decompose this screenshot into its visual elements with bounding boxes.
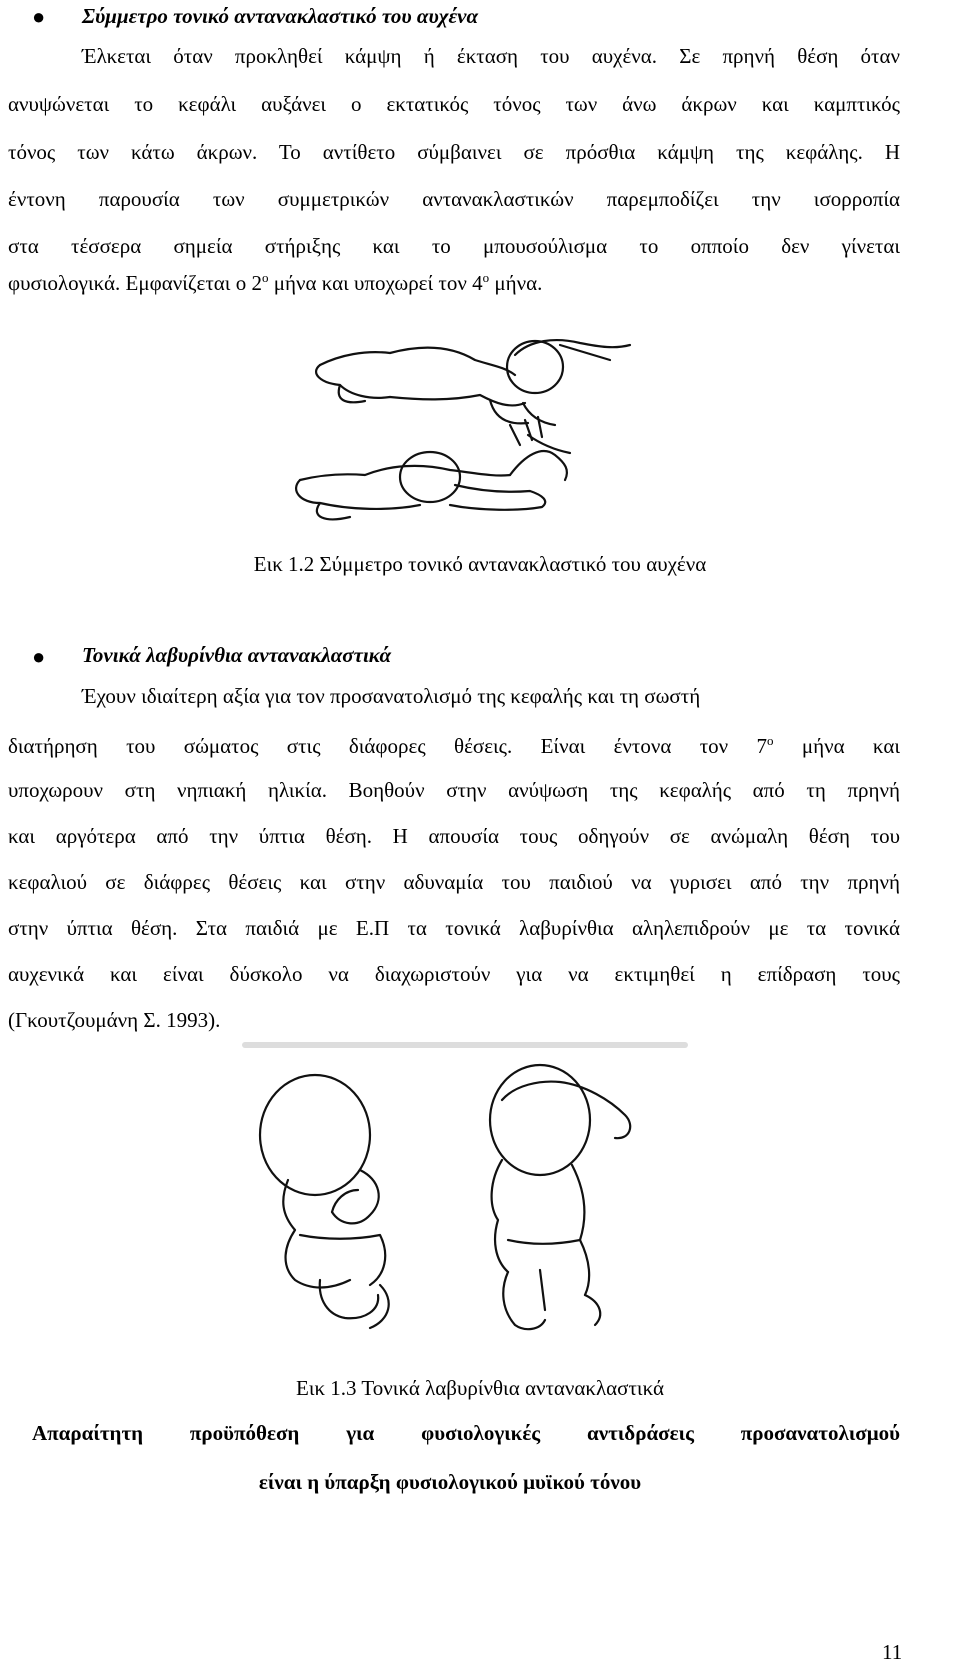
bullet: ● (32, 4, 46, 29)
text-span: μήνα και (773, 734, 900, 758)
text-span: διατήρηση του σώματος στις διάφορες θέσεις. Είναι έντονα τον 7 (8, 734, 767, 758)
bullet: ● (32, 644, 46, 669)
figure-caption: Εικ 1.3 Τονικά λαβυρίνθια αντανακλαστικά (296, 1376, 664, 1400)
figure-caption: Εικ 1.2 Σύμμετρο τονικό αντανακλαστικό του αυχένα (253, 552, 707, 576)
superscript: ο (482, 270, 490, 285)
text-span: φυσιολογικά. Εμφανίζεται ο 2 (8, 271, 262, 295)
paragraph-line: αυχενικά και είναι δύσκολο να διαχωριστούν για να εκτιμηθεί η επίδραση τους (8, 962, 900, 986)
paragraph-line: στα τέσσερα σημεία στήριξης και το μπουσούλισμα το οπποίο δεν γίνεται (8, 234, 900, 258)
superscript: ο (261, 270, 269, 285)
figure-symmetric-reflex-illustration (280, 305, 660, 530)
conclusion-line: Απαραίτητη προϋπόθεση για φυσιολογικές αντιδράσεις προσανατολισμού (32, 1421, 900, 1445)
conclusion-line: είναι η ύπαρξη φυσιολογικού μυϊκού τόνου (258, 1470, 642, 1494)
figure-labyrinthine-reflex-illustration (240, 1040, 690, 1340)
text-span: μήνα. (489, 271, 543, 295)
section-heading-symmetric-reflex: Σύμμετρο τονικό αντανακλαστικό του αυχένα (82, 4, 479, 28)
text-span: μήνα και υποχωρεί τον 4 (268, 271, 483, 295)
paragraph-line: τόνος των κάτω άκρων. Το αντίθετο σύμβαινει σε πρόσθια κάμψη της κεφάλης. Η (8, 140, 900, 164)
paragraph-line: έντονη παρουσία των συμμετρικών αντανακλαστικών παρεμποδίζει την ισορροπία (8, 187, 900, 211)
paragraph-line (8, 271, 542, 295)
paragraph-line: (Γκουτζουμάνη Σ. 1993). (8, 1008, 221, 1032)
section-heading-tonic-labyrinthine: Τονικά λαβυρίνθια αντανακλαστικά (82, 643, 392, 667)
paragraph-line: στην ύπτια θέση. Στα παιδιά με Ε.Π τα τονικά λαβυρίνθια αληλεπιδρούν με τα τονικά (8, 916, 900, 940)
page-number: 11 (882, 1640, 903, 1664)
superscript: ο (766, 733, 774, 748)
paragraph-line: ανυψώνεται το κεφάλι αυξάνει ο εκτατικός τόνος των άνω άκρων και καμπτικός (8, 92, 900, 116)
paragraph-line: υποχωρουν στη νηπιακή ηλικία. Βοηθούν στην ανύψωση της κεφαλής από τη πρηνή (8, 778, 900, 802)
paragraph-line: και αργότερα από την ύπτια θέση. Η απουσία τους οδηγούν σε ανώμαλη θέση του (8, 824, 900, 848)
paragraph-line (8, 734, 900, 758)
paragraph-line: Έλκεται όταν προκληθεί κάμψη ή έκταση του αυχένα. Σε πρηνή θέση όταν (82, 44, 900, 68)
paragraph-line: Έχουν ιδιαίτερη αξία για τον προσανατολισμό της κεφαλής και τη σωστή (82, 684, 701, 708)
paragraph-line: κεφαλιού σε διάφρες θέσεις και στην αδυναμία του παιδιού να γυρισει από την πρηνή (8, 870, 900, 894)
